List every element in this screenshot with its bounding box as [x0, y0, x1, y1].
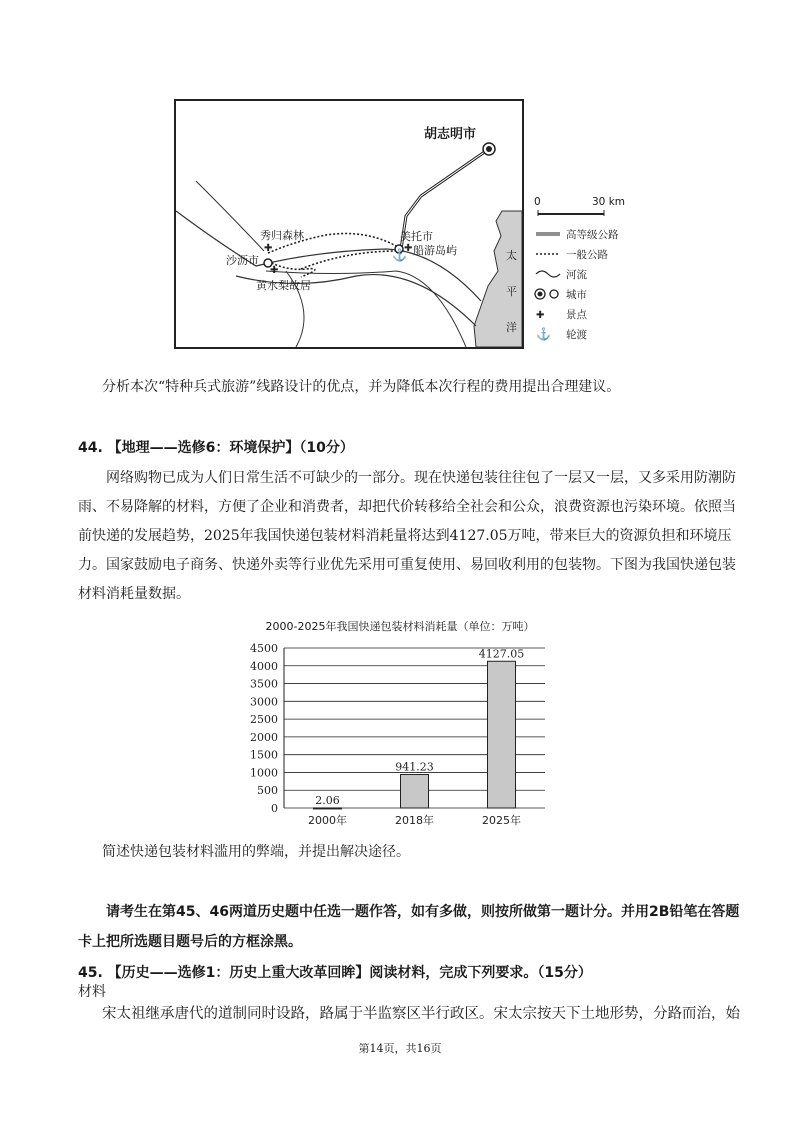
material-text: 宋太祖继承唐代的道制同时设路，路属于半监察区半行政区。宋太宗按天下土地形势，分路而治，始: [102, 1006, 740, 1022]
general-road: [301, 251, 398, 269]
ocean-label-3: 洋: [506, 321, 517, 334]
legend-label-highway: 高等级公路: [566, 229, 619, 241]
data-label: 941.23: [395, 760, 434, 774]
legend-label-scenic: 景点: [566, 309, 587, 321]
city-label-shali: 沙沥市: [226, 254, 259, 267]
city-label-mytho: 美托市: [400, 230, 433, 243]
y-tick-label: 0: [271, 802, 278, 815]
river-line: [196, 181, 264, 251]
place-label-boat-islands: 船游岛屿: [413, 244, 457, 257]
y-tick-label: 4000: [250, 659, 278, 673]
route-map: [174, 99, 524, 349]
chart-title: 2000-2025年我国快递包装材料消耗量（单位：万吨）: [265, 620, 535, 633]
x-tick-label: 2025年: [482, 814, 521, 827]
scenic-spot-symbol: ✚: [536, 310, 545, 321]
y-tick-label: 4500: [250, 642, 278, 655]
q43-prompt: 分析本次“特种兵式旅游”线路设计的优点，并为降低本次行程的费用提出合理建议。: [102, 379, 621, 395]
q45-heading: 45. 【历史——选修1：历史上重大改革回眸】阅读材料，完成下列要求。（15分）: [78, 965, 592, 981]
city-label-hcmc: 胡志明市: [424, 127, 477, 142]
history-instruction: 请考生在第45、46两道历史题中任选一题作答，如有多做，则按所做第一题计分。并用2B铅笔在答题卡上把所选题目题号后的方框涂黑。: [78, 904, 740, 950]
place-label-residence: 黄水梨故居: [256, 279, 311, 292]
ferry-symbol: ⚓: [536, 327, 551, 341]
place-label-forest: 秀归森林: [260, 229, 304, 242]
q44-paragraph: 网络购物已成为人们日常生活不可缺少的一部分。现在快递包装往往包了一层又一层，又多采用防潮防雨、不易降解的材料，方便了企业和消费者，却把代价转移给全社会和公众，浪费资源也污染环境。依照当前快递的发展趋势，2025年我国快递包装材料消耗量将达到4127.05万吨，带来巨大的资源负担和环境压力。国家鼓励电子商务、快递外卖等行业优先采用可重复使用、易回收利用的包装物。下图为我国快递包装材料消耗量数据。: [78, 470, 736, 602]
y-tick-label: 500: [257, 784, 278, 798]
scale-end: 30 km: [592, 196, 626, 208]
y-tick-label: 3000: [250, 695, 278, 709]
legend-label-road: 一般公路: [566, 249, 608, 261]
consumption-bar-chart: [240, 636, 560, 836]
scenic-spot-icon: ✚: [404, 243, 413, 254]
data-label: 2.06: [315, 793, 340, 807]
material-label: 材料: [78, 984, 106, 1000]
scenic-spot-icon: ✚: [264, 243, 273, 254]
ferry-icon: ⚓: [392, 248, 407, 262]
map-legend: [534, 196, 654, 346]
bar: [314, 808, 342, 809]
x-tick-label: 2000年: [308, 814, 347, 827]
legend-label-ferry: 轮渡: [566, 329, 587, 341]
scale-start: 0: [534, 196, 541, 208]
data-label: 4127.05: [478, 647, 525, 661]
legend-label-river: 河流: [566, 269, 587, 281]
y-tick-label: 2000: [250, 730, 278, 744]
y-tick-label: 2500: [250, 713, 278, 727]
y-tick-label: 1000: [250, 766, 278, 780]
river-symbol: [536, 271, 560, 277]
y-tick-label: 3500: [250, 677, 278, 691]
scenic-spot-icon: ✚: [270, 265, 279, 276]
legend-label-city: 城市: [566, 289, 587, 301]
ocean-label-2: 平: [506, 285, 517, 298]
ocean-label-1: 太: [506, 249, 517, 262]
y-tick-label: 1500: [250, 748, 278, 762]
bar: [401, 775, 429, 808]
q44-heading: 44. 【地理——选修6：环境保护】（10分）: [78, 440, 354, 456]
page-footer: 第14页，共16页: [358, 1042, 442, 1055]
q44-prompt: 简述快递包装材料滥用的弊端，并提出解决途径。: [102, 844, 410, 860]
x-tick-label: 2018年: [395, 814, 434, 827]
bar: [488, 661, 516, 808]
